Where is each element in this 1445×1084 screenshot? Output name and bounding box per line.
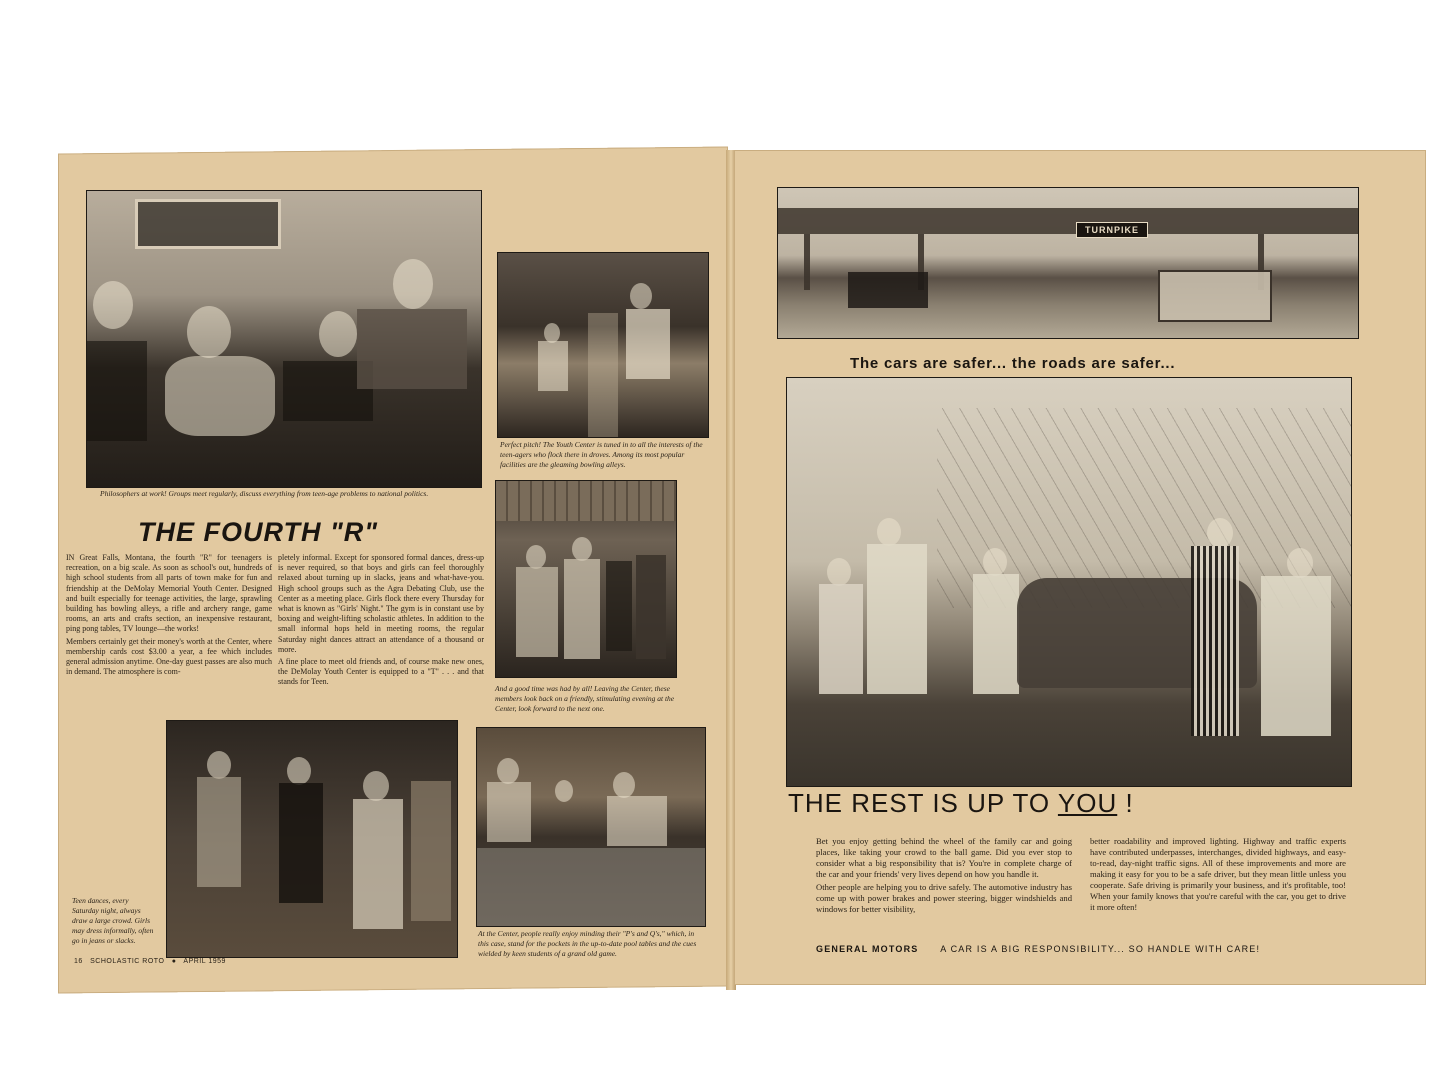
caption-pool-table: At the Center, people really enjoy minding their "P's and Q's," which, in this case, stand for the pockets in the up-to-date pool tables and the cues wielded by keen students of a grand old game. (478, 929, 697, 958)
ad-body-paragraph: better roadability and improved lighting. Highway and traffic experts have contributed underpasses, interchanges, divided highways, and easy-to-read, day-night traffic signs. All of these improvements and more are making it easy for you to be a safe driver, but they mean little unless you cooperate. Safe driving is primarily your business, and it's profitable, too! When your family knows that you're careful with the car, you get to drive it more often! (1090, 836, 1346, 912)
caption-teen-dances: Teen dances, every Saturday night, always draw a large crowd. Girls may dress informally, often go in jeans or slacks. (72, 896, 154, 945)
ad-tagline: The cars are safer... the roads are safer... (850, 355, 1176, 372)
article-body-col2 (278, 553, 484, 690)
turnpike-sign: TURNPIKE (1076, 222, 1148, 238)
ad-body-paragraph: Other people are helping you to drive safely. The automotive industry has come up with power brakes and power steering, bigger windshields and windows for better visibility, (816, 882, 1072, 914)
caption-bowling: Perfect pitch! The Youth Center is tuned in to all the interests of the teen-agers who flock there in droves. Among its most popular facilities are the gleaming bowling alleys. (500, 440, 703, 469)
gm-brand: GENERAL MOTORS (816, 944, 919, 954)
photo-philosophers (86, 190, 482, 488)
ad-footer (816, 944, 1356, 954)
ad-headline-suffix: ! (1117, 788, 1134, 818)
photo-leaving-center (495, 480, 677, 678)
photo-pool-table (476, 727, 706, 927)
body-paragraph: pletely informal. Except for sponsored formal dances, dress-up is never required, so that boys and girls can feel thoroughly relaxed about turning up in slacks, jeans and what-have-you. High school groups such as the Agra Debating Club, use the Center as a meeting place. Girls flock there every Thursday for what is known as "Girls' Night." The gym is in constant use by boxing and weight-lifting scholastic athletes. In addition to the small informal hops held in meeting rooms, the regular Saturday night dances attract an attendance of a thousand or more. (278, 553, 484, 654)
body-paragraph: A fine place to meet old friends and, of course make new ones, the DeMolay Youth Center is equipped to a "T" . . . and that stands for Teen. (278, 657, 484, 687)
photo-turnpike (777, 187, 1359, 339)
photo-ball-game (786, 377, 1352, 787)
page-footer-left: 16 SCHOLASTIC ROTO ● APRIL 1959 (74, 958, 226, 965)
photo-teen-dances (166, 720, 458, 958)
body-paragraph: IN Great Falls, Montana, the fourth "R" for teenagers is recreation, on a big scale. As soon as school's out, hundreds of high school students from all parts of town make for fun and friendship at the DeMolay Memorial Youth Center. Designed and built especially for teenage activities, the large, sprawling building has bowling alleys, a rifle and archery range, game rooms, an arts and crafts section, an inexpensive restaurant, ping pong tables, TV lounge—the works! (66, 553, 272, 634)
ad-headline-you: YOU (1057, 788, 1118, 818)
caption-leaving-center: And a good time was had by all! Leaving the Center, these members look back on a friendly, stimulating evening at the Center, look forward to the next one. (495, 684, 675, 713)
article-headline: THE FOURTH "R" (138, 517, 379, 547)
ad-body-paragraph: Bet you enjoy getting behind the wheel of the family car and going places, like taking your crowd to the ball game. Did you ever stop to consider what a big responsibility that is? You're in complete charge of the car and your friends' very lives depend on how you handle it. (816, 836, 1072, 879)
ad-body-col1 (816, 836, 1072, 917)
body-paragraph: Members certainly get their money's worth at the Center, where membership cards cost $3.00 a year, a fee which includes general admission anytime. One-day guest passes are also much in demand. The atmosphere is com- (66, 636, 272, 677)
caption-philosophers: Philosophers at work! Groups meet regularly, discuss everything from teen-age problems to national politics. (100, 489, 429, 498)
article-body-col1 (66, 553, 272, 679)
ad-body-col2 (1090, 836, 1346, 915)
ad-headline (788, 788, 1134, 819)
gm-slogan: A CAR IS A BIG RESPONSIBILITY... SO HANDLE WITH CARE! (940, 944, 1261, 954)
ad-headline-prefix: THE REST IS UP TO (788, 788, 1058, 818)
photo-bowling (497, 252, 709, 438)
